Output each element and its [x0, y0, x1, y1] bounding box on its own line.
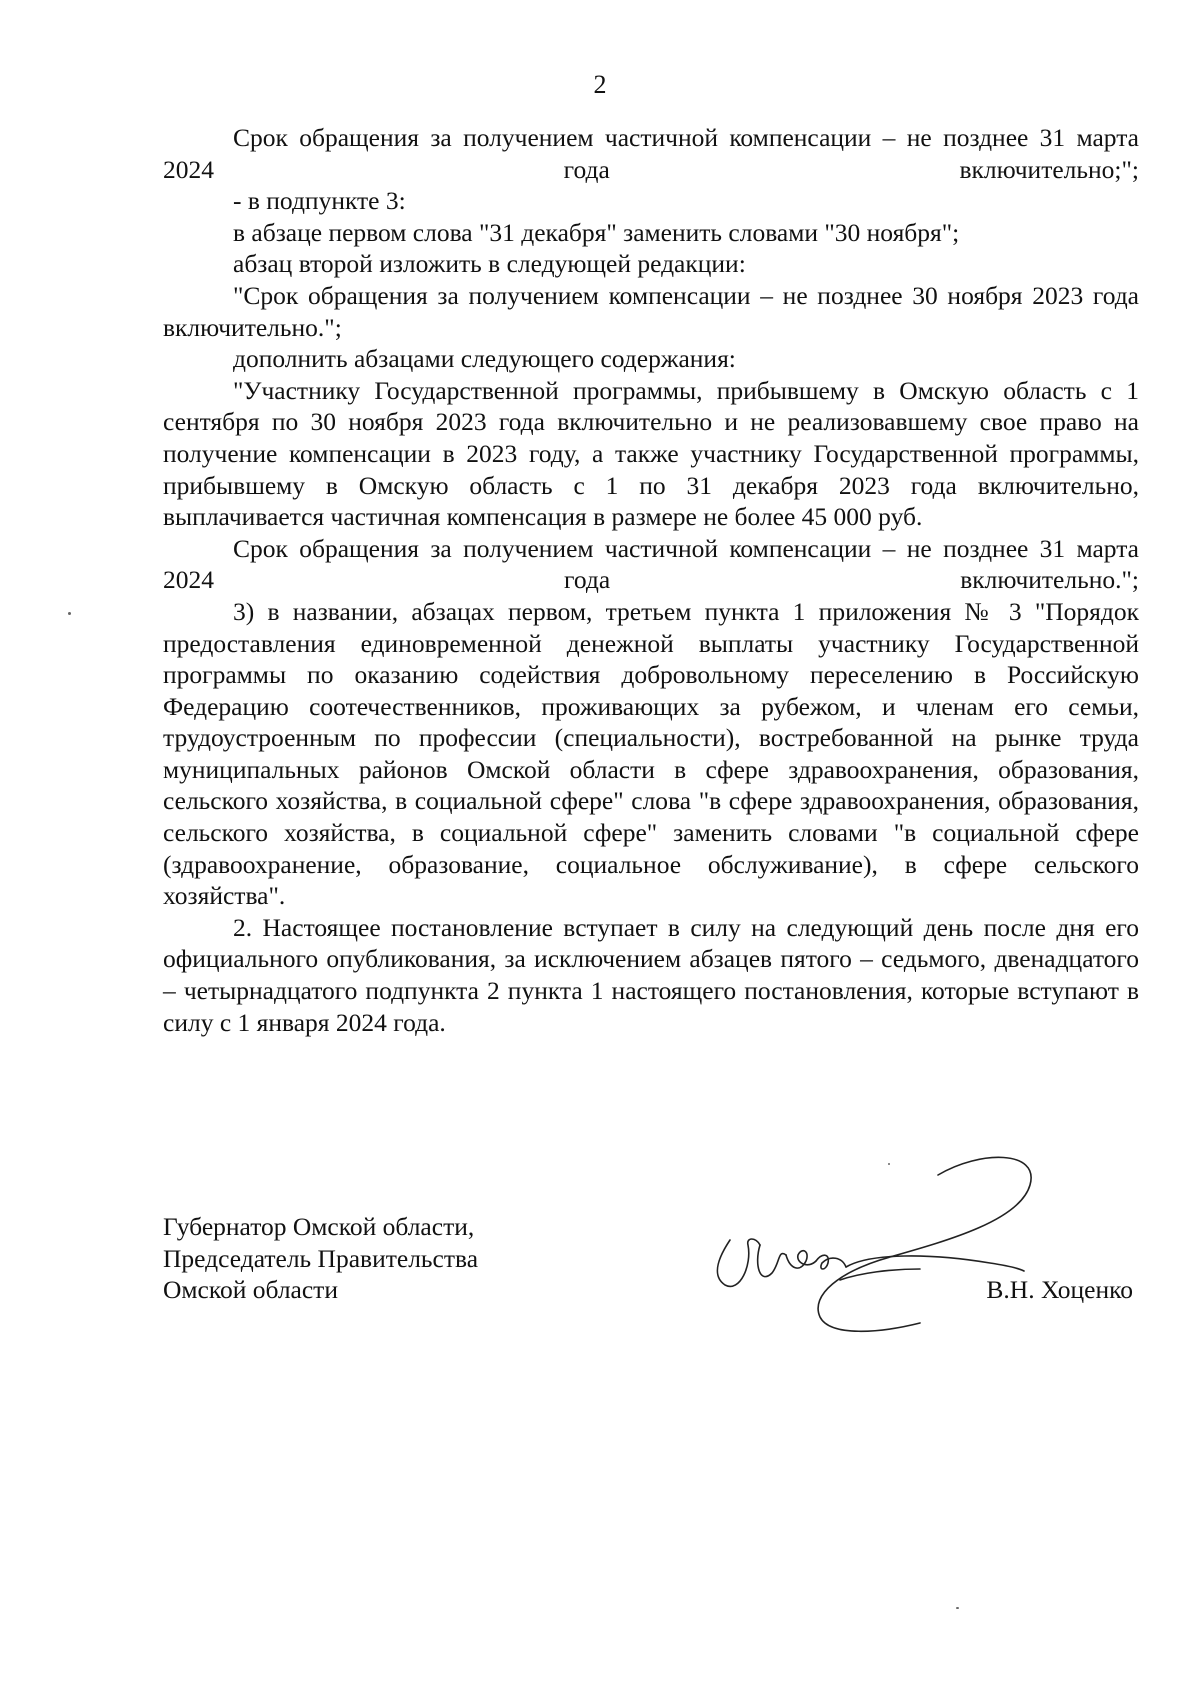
document-body — [163, 122, 1139, 1038]
signatory-name: В.Н. Хоценко — [986, 1275, 1133, 1304]
signatory-title-line: Омской области — [163, 1275, 338, 1305]
paragraph-partial-compensation-deadline-2: Срок обращения за получением частичной компенсации – не позднее 31 марта 2024 года включительно."; — [163, 533, 1139, 595]
paragraph-replace-date: в абзаце первом слова "31 декабря" заменить словами "30 ноября"; — [233, 217, 960, 247]
page-number: 2 — [593, 70, 607, 99]
signatory-title-line: Губернатор Омской области, — [163, 1212, 475, 1241]
paragraph-second-abzac: абзац второй изложить в следующей редакции: — [233, 249, 746, 279]
paragraph-subpoint-3: - в подпункте 3: — [233, 186, 406, 216]
paragraph-partial-compensation-deadline: Срок обращения за получением частичной компенсации – не позднее 31 марта 2024 года включительно;"; — [163, 123, 1139, 184]
handwritten-signature — [690, 1145, 1070, 1345]
paragraph-compensation-deadline: "Срок обращения за получением компенсации – не позднее 30 ноября 2023 года включительно."; — [163, 280, 1139, 342]
paragraph-participant-compensation: "Участнику Государственной программы, прибывшему в Омскую область с 1 сентября по 30 ноября 2023 года включительно и не реализовавшему свое право на получение компенсации в 2023 году, а также участнику Государственной программы, прибывшему в Омскую область с 1 по 31 декабря 2023 года включительно, выплачивается частичная компенсация в размере не более 45 000 руб. — [163, 375, 1139, 532]
signatory-title-line: Председатель Правительства — [163, 1243, 479, 1273]
signatory-title — [163, 1211, 478, 1306]
scan-speck — [68, 612, 71, 615]
paragraph-appendix-3: 3) в названии, абзацах первом, третьем пункта 1 приложения № 3 "Порядок предоставления единовременной денежной выплаты участнику Государственной программы по оказанию содействия добровольному переселению в Российскую Федерацию соотечественников, проживающих за рубежом, и членам его семьи, трудоустроенным по профессии (специальности), востребованной на рынке труда муниципальных районов Омской области в сфере здравоохранения, образования, сельского хозяйства, в социальной сфере" слова "в сфере здравоохранения, образования, сельского хозяйства, в социальной сфере" заменить словами "в социальной сфере (здравоохранение, образование, социальное обслуживание), в сфере сельского хозяйства". — [163, 596, 1139, 911]
paragraph-entry-into-force: 2. Настоящее постановление вступает в силу на следующий день после дня его официального опубликования, за исключением абзацев пятого – седьмого, двенадцатого – четырнадцатого подпункта 2 пункта 1 настоящего постановления, которые вступают в силу с 1 января 2024 года. — [163, 912, 1139, 1037]
scan-speck — [888, 1163, 890, 1165]
scan-speck — [956, 1607, 959, 1609]
paragraph-add-abzacs: дополнить абзацами следующего содержания: — [233, 344, 736, 374]
